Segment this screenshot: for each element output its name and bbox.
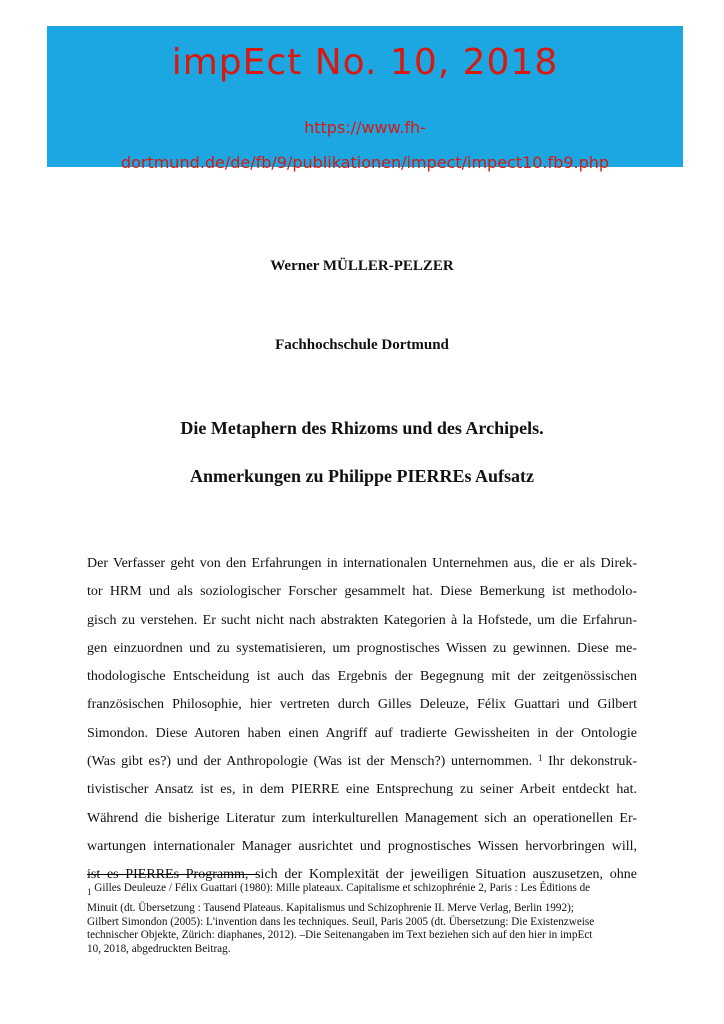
footnote-line: technischer Objekte, Zürich: diaphanes, 2012). –Die Seitenangaben im Text beziehen sich auf den hier in impEct [87,929,593,942]
footnote-divider [87,874,259,875]
body-line: Während die bisherige Literatur zum interkulturellen Management sich an operationellen Er- [87,810,637,826]
body-line: Der Verfasser geht von den Erfahrungen in internationalen Unternehmen aus, die er als Direk- [87,556,637,571]
body-line: gisch zu verstehen. Er sucht nicht nach abstrakten Kategorien à la Hofstede, um die Erfahrun- [87,612,637,628]
body-line-tail: Ihr dekonstruk- [548,754,637,770]
body-line-with-footnote [87,748,637,776]
article-subtitle: Anmerkungen zu Philippe PIERREs Aufsatz [189,466,535,486]
article-title: Die Metaphern des Rhizoms und des Archipels. [180,418,544,438]
footnote-reference: 1 [537,753,543,764]
author-name: Werner MÜLLER-PELZER [270,258,454,274]
body-line: wartungen internationaler Manager ausrichtet und prognostisches Wissen hervorbringen will, [87,838,637,854]
footnote-line: Gilbert Simondon (2005): L'invention dans les techniques. Seuil, Paris 2005 (dt. Übersetzung: Die Existenzweise [87,915,595,928]
body-paragraph [87,550,637,890]
footnote [87,882,639,956]
body-line: französischen Philosophie, hier vertreten durch Gilles Deleuze, Félix Guattari und Gilbert [87,697,637,713]
body-line: thodologische Entscheidung ist auch das Ergebnis der Begegnung mit der zeitgenössischen [87,669,637,685]
body-line-text: (Was gibt es?) und der Anthropologie (Was ist der Mensch?) unternommen. [87,754,533,770]
body-line: tor HRM und als soziologischer Forscher gesammelt hat. Diese Bemerkung ist methodolo- [87,584,637,600]
footnote-text: Gilles Deuleuze / Félix Guattari (1980): Mille plateaux. Capitalisme et schizophrénie 2, Paris : Les Éditions de [94,882,591,894]
header-banner [47,26,683,172]
body-line: ist es PIERREs Programm, sich der Komplexität der jeweiligen Situation auszusetzen, ohne [87,867,637,883]
journal-url-line-2: dortmund.de/de/fb/9/publikationen/impect/impect10.fb9.php [120,153,610,172]
body-line: Simondon. Diese Autoren haben einen Angriff auf tradierte Gewissheiten in der Ontologie [87,725,637,741]
body-line: gen einzuordnen und zu systematisieren, um prognostisches Wissen zu gewinnen. Diese me- [87,640,637,656]
body-line: tivistischer Ansatz ist es, in dem PIERRE eine Entsprechung zu seiner Arbeit entdeckt hat. [87,782,637,798]
journal-url-line-1: https://www.fh- [304,118,426,137]
journal-title: impEct No. 10, 2018 [171,42,559,83]
footnote-line: 10, 2018, abgedruckten Beitrag. [87,942,231,955]
footnote-marker: 1 [87,887,92,897]
footnote-line [87,882,639,902]
footnote-line: Minuit (dt. Übersetzung : Tausend Plateaus. Kapitalismus und Schizophrenie II. Merve Verlag, Berlin 1992); [87,902,574,914]
institution: Fachhochschule Dortmund [275,337,449,353]
